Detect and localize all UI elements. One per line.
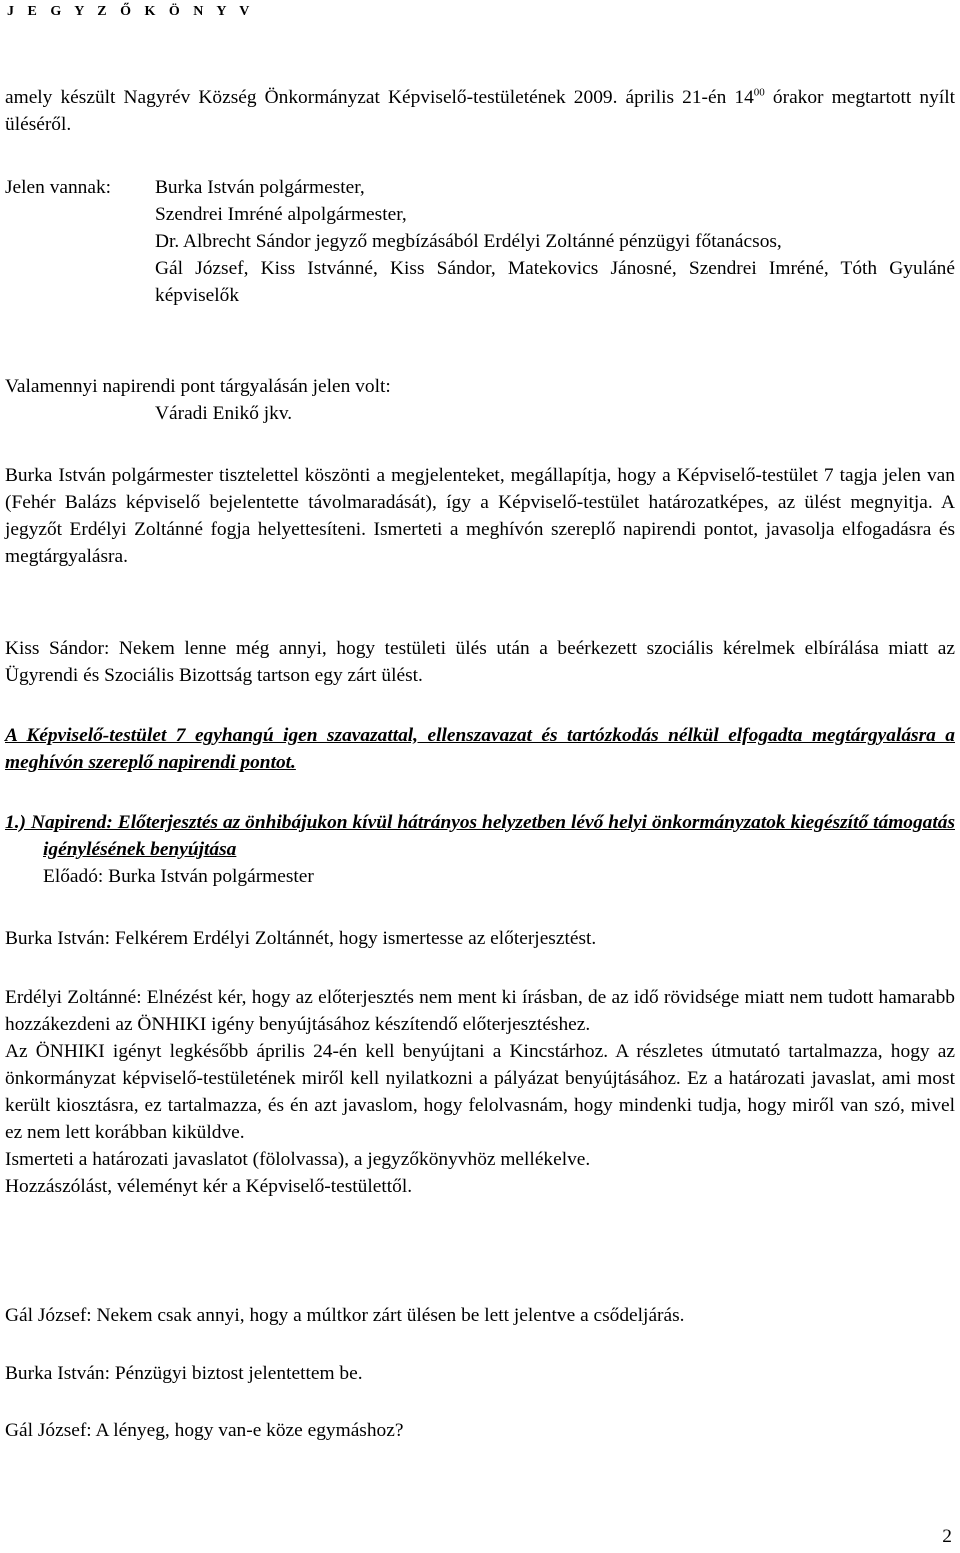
agenda-presence-line: Valamennyi napirendi pont tárgyalásán jelen volt: [5, 376, 391, 397]
agenda-item-presenter: Előadó: Burka István polgármester [43, 866, 314, 887]
burka-paragraph-2: Burka István: Pénzügyi biztost jelentettem be. [5, 1363, 363, 1384]
agenda-item-title: 1.) Napirend: Előterjesztés az önhibájukon kívül hátrányos helyzetben lévő helyi önkormányzatok kiegészítő támogatás igénylésének benyújtása [5, 812, 955, 860]
intro-paragraph [5, 84, 955, 138]
gal-paragraph-2: Gál József: A lényeg, hogy van-e köze egymáshoz? [5, 1420, 404, 1441]
erdelyi-paragraph-1: Erdélyi Zoltánné: Elnézést kér, hogy az előterjesztés nem ment ki írásban, de az idő rövidsége miatt nem tudott hamarabb hozzákezdeni az ÖNHIKI igény benyújtásához készítendő előterjesztéshez. [5, 987, 955, 1035]
page-number: 2 [942, 1526, 952, 1547]
intro-text: amely készült Nagyrév Község Önkormányzat Képviselő-testületének 2009. április 21-én 14 [5, 87, 754, 108]
attendance-line: Dr. Albrecht Sándor jegyző megbízásából Erdélyi Zoltánné pénzügyi főtanácsos, [155, 231, 782, 252]
decision-paragraph: A Képviselő-testület 7 egyhangú igen szavazattal, ellenszavazat és tartózkodás nélkül elfogadta megtárgyalásra a meghívón szereplő napirendi pontot. [5, 725, 955, 773]
burka-paragraph-1: Burka István: Felkérem Erdélyi Zoltánnét, hogy ismertesse az előterjesztést. [5, 928, 597, 949]
attendance-line: Burka István polgármester, [155, 177, 365, 198]
gal-paragraph-1: Gál József: Nekem csak annyi, hogy a múltkor zárt ülésen be lett jelentve a csődeljárás. [5, 1305, 685, 1326]
attendance-line: Szendrei Imréné alpolgármester, [155, 204, 407, 225]
attendance-section [5, 174, 955, 309]
erdelyi-paragraph-2: Az ÖNHIKI igényt legkésőbb április 24-én kell benyújtani a Kincstárhoz. A részletes útmutató tartalmazza, hogy az önkormányzat képviselő-testületének miről kell nyilatkozni a pályázat benyújtásához. Ez a határozati javaslat, ami most került kiosztásra, ez tartalmazza, és én azt javaslom, hogy felolvasnám, hogy mindenki tudja, hogy miről van szó, mivel ez nem lett korábban kiküldve. [5, 1041, 955, 1143]
document-title: J E G Y Z Ő K Ö N Y V [7, 4, 255, 19]
intro-text-end: órakor megtartott nyílt üléséről. [5, 87, 955, 135]
agenda-item [5, 809, 955, 890]
attendance-label: Jelen vannak: [5, 177, 112, 198]
opening-paragraph: Burka István polgármester tisztelettel köszönti a megjelenteket, megállapítja, hogy a Képviselő-testület 7 tagja jelen van (Fehér Balázs képviselő bejelentette távolmaradását), így a Képviselő-testület határozatképes, az ülést megnyitja. A jegyzőt Erdélyi Zoltánné fogja helyettesíteni. Ismerteti a meghívón szereplő napirendi pontot, javasolja elfogadásra és megtárgyalásra. [5, 465, 955, 567]
erdelyi-paragraph-3: Ismerteti a határozati javaslatot (fölolvassa), a jegyzőkönyvhöz mellékelve. [5, 1149, 591, 1170]
agenda-presence-person: Váradi Enikő jkv. [155, 403, 293, 424]
erdelyi-paragraph-4: Hozzászólást, véleményt kér a Képviselő-testülettől. [5, 1176, 413, 1197]
kiss-paragraph: Kiss Sándor: Nekem lenne még annyi, hogy testületi ülés után a beérkezett szociális kérelmek elbírálása miatt az Ügyrendi és Szociális Bizottság tartson egy zárt ülést. [5, 638, 955, 686]
intro-superscript: 00 [753, 86, 765, 99]
agenda-presence [5, 373, 955, 427]
attendance-line: Gál József, Kiss Istvánné, Kiss Sándor, Matekovics Jánosné, Szendrei Imréné, Tóth Gyuláné képviselők [155, 258, 955, 306]
erdelyi-section [5, 984, 955, 1200]
